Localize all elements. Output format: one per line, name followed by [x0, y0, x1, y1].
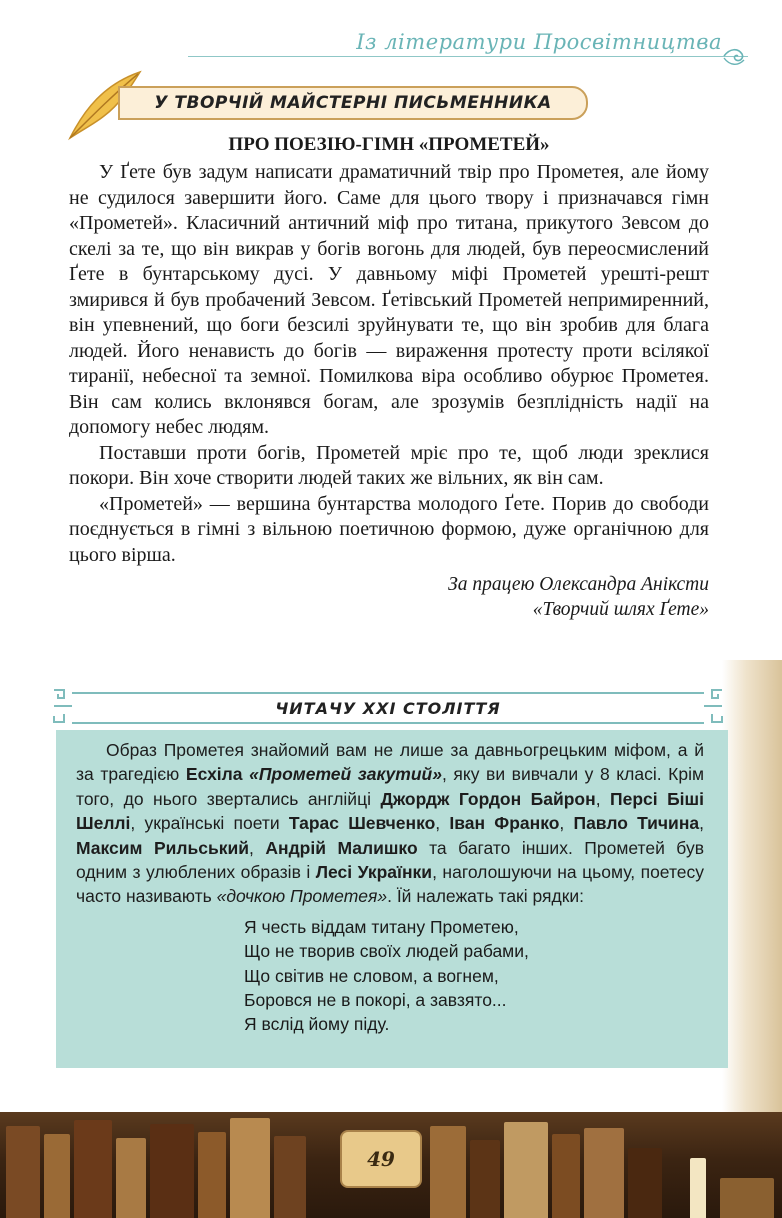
ornament-right-icon	[700, 686, 726, 726]
reader-text: , наголошуючи на цьому, поетесу часто називають	[76, 862, 705, 907]
book	[720, 1178, 774, 1218]
reader-text: ,	[249, 837, 266, 858]
attribution	[69, 572, 709, 622]
book	[504, 1122, 548, 1218]
author-byron: Джордж Гордон Байрон	[380, 788, 596, 809]
poem-line: Що не творив своїх людей рабами,	[244, 941, 529, 962]
author-lesya-ukrainka: Лесі Українки	[315, 862, 433, 883]
author-tychyna: Павло Тичина	[573, 813, 700, 834]
book	[198, 1132, 226, 1218]
book	[150, 1124, 194, 1218]
reader-text: . Їй належать такі рядки:	[387, 886, 584, 907]
reader-heading: ЧИТАЧУ XXI СТОЛІТТЯ	[72, 692, 704, 724]
article	[69, 134, 709, 622]
author-malyshko: Андрій Малишко	[265, 837, 418, 858]
nickname-daughter-of-prometheus: «дочкою Прометея»	[216, 886, 388, 907]
poem	[244, 915, 704, 1037]
poem-line: Я вслід йому піду.	[244, 1014, 390, 1035]
running-header-title: Із літератури Просвітництва	[346, 30, 722, 54]
article-paragraph-1: У Ґете був задум написати драматичний твір про Прометея, але йому не судилося завершити його. Саме для цього твору і призначався гімн «Прометей». Класичний античний міф про титана, прикутого Зевсом до скелі за те, що він викрав у богів вогонь для людей, був переосмислений Ґете в бунтарському дусі. У давньому міфі Прометей урешті-решт змирився й був пробачений Зевсом. Ґетівський Прометей непримиренний, він упевнений, що боги безсилі зруйнувати те, що він зробив для блага людей. Його ненависть до богів — вираження протесту проти всілякої тиранії, небесної та земної. Помилкова віра особливо обурює Прометея. Він сам колись вклонявся богам, але зрозумів безплідність надії на допомогу небес людям.	[69, 161, 709, 438]
workshop-heading: У ТВОРЧІЙ МАЙСТЕРНІ ПИСЬМЕННИКА	[118, 86, 588, 120]
work-prometheus-bound: «Прометей закутий»	[249, 764, 442, 785]
book	[74, 1120, 112, 1218]
header-rule	[188, 56, 748, 57]
poem-line: Що світив не словом, а вогнем,	[244, 965, 499, 986]
poem-line: Боровся не в покорі, а завзято...	[244, 990, 507, 1011]
article-title: ПРО ПОЕЗІЮ-ГІМН «ПРОМЕТЕЙ»	[228, 134, 550, 155]
running-header	[188, 30, 748, 70]
reader-text: ,	[595, 788, 611, 809]
attribution-work: «Творчий шлях Ґете»	[532, 599, 709, 620]
book	[470, 1140, 500, 1218]
attribution-author: За працею Олександра Аніксти	[448, 574, 709, 595]
book	[6, 1126, 40, 1218]
author-aeschylus: Есхіла	[185, 764, 243, 785]
book	[552, 1134, 580, 1218]
reader-text: ,	[559, 813, 574, 834]
reader-text: Образ Прометея знайомий вам не лише за давньогрецьким міфом, а й за трагедією	[76, 740, 704, 785]
book	[230, 1118, 270, 1218]
poem-line: Я честь віддам титану Прометею,	[244, 916, 519, 937]
author-shevchenko: Тарас Шевченко	[288, 813, 436, 834]
author-franko: Іван Франко	[449, 813, 560, 834]
book	[628, 1148, 662, 1218]
article-paragraph-2: Поставши проти богів, Прометей мріє про те, щоб люди зреклися покори. Він хоче створити людей таких же вільних, як він сам.	[69, 441, 709, 489]
book	[690, 1158, 706, 1218]
reader-section-header	[50, 686, 726, 730]
book	[430, 1126, 466, 1218]
article-paragraph-3: «Прометей» — вершина бунтарства молодого Ґете. Порив до свободи поєднується в гімні з вільною поетичною формою, дуже органічною для цього вірша.	[69, 492, 709, 566]
book	[274, 1136, 306, 1218]
book	[44, 1134, 70, 1218]
decorative-scenery	[722, 660, 782, 1120]
reader-text: та багато інших. Прометей був одним з улюблених образів і	[76, 837, 704, 883]
page-number: 49	[340, 1130, 422, 1188]
reader-text: ,	[435, 813, 450, 834]
flourish-icon	[722, 44, 748, 70]
reader-text: , яку ви вивчали у 8 класі. Крім того, до нього звертались англійці	[76, 764, 704, 809]
book	[116, 1138, 146, 1218]
reader-paragraph	[76, 738, 704, 909]
book	[584, 1128, 624, 1218]
author-rylsky: Максим Рильський	[76, 837, 250, 858]
reader-text: , українські поети	[130, 813, 289, 834]
author-shelley: Персі Біші Шеллі	[76, 788, 704, 834]
reader-box	[56, 730, 728, 1068]
reader-text: ,	[699, 813, 704, 834]
